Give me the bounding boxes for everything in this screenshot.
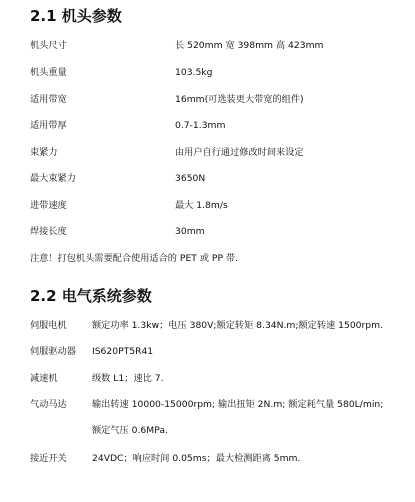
- electrical-value: 级数 L1；速比 7.: [92, 373, 164, 384]
- param-label: 机头尺寸: [30, 40, 67, 51]
- electrical-value: 额定功率 1.3kw；电压 380V;额定转矩 8.34N.m;额定转速 1500rpm.: [92, 320, 384, 331]
- electrical-row: [30, 397, 409, 413]
- electrical-value: 输出转速 10000-15000rpm; 输出扭矩 2N.m; 额定耗气量 580L/min;: [92, 399, 384, 410]
- section-title-head-params: 2.1 机头参数: [30, 7, 122, 25]
- param-value: 由用户自行通过修改时间来设定: [175, 147, 304, 158]
- electrical-value: 24VDC；响应时间 0.05ms；最大检测距离 5mm.: [92, 453, 301, 464]
- section-title-electrical-params: 2.2 电气系统参数: [30, 287, 152, 305]
- param-row: [30, 65, 407, 81]
- electrical-row-continuation: [30, 423, 409, 439]
- param-label: 适用带宽: [30, 94, 67, 105]
- electrical-label: 减速机: [30, 373, 58, 384]
- param-value: 3650N: [175, 173, 206, 184]
- electrical-value: IS620PT5R41: [92, 346, 154, 357]
- param-row: [30, 224, 407, 240]
- param-value: 0.7-1.3mm: [175, 120, 226, 131]
- electrical-label: 接近开关: [30, 453, 67, 464]
- electrical-row: [30, 318, 409, 334]
- param-row: [30, 118, 407, 134]
- electrical-label: 伺服电机: [30, 320, 67, 331]
- note-text: 注意！打包机头需要配合使用适合的 PET 或 PP 带.: [30, 253, 239, 264]
- param-row: [30, 171, 407, 187]
- electrical-label: 伺服驱动器: [30, 346, 76, 357]
- param-label: 机头重量: [30, 67, 67, 78]
- param-label: 最大束紧力: [30, 173, 76, 184]
- param-label: 适用带厚: [30, 120, 67, 131]
- param-row: [30, 38, 407, 54]
- electrical-row: [30, 371, 409, 387]
- electrical-value: 额定气压 0.6MPa.: [92, 425, 168, 436]
- param-value: 长 520mm 宽 398mm 高 423mm: [175, 40, 324, 51]
- param-value: 103.5kg: [175, 67, 213, 78]
- electrical-row: [30, 451, 409, 467]
- param-row: [30, 145, 407, 161]
- param-value: 16mm(可选装更大带宽的组件): [175, 94, 304, 105]
- param-label: 焊接长度: [30, 226, 67, 237]
- param-row: [30, 92, 407, 108]
- param-row: [30, 198, 407, 214]
- param-label: 进带速度: [30, 200, 67, 211]
- param-value: 最大 1.8m/s: [175, 200, 228, 211]
- param-value: 30mm: [175, 226, 205, 237]
- electrical-label: 气动马达: [30, 399, 67, 410]
- param-label: 束紧力: [30, 147, 58, 158]
- electrical-row: [30, 344, 409, 360]
